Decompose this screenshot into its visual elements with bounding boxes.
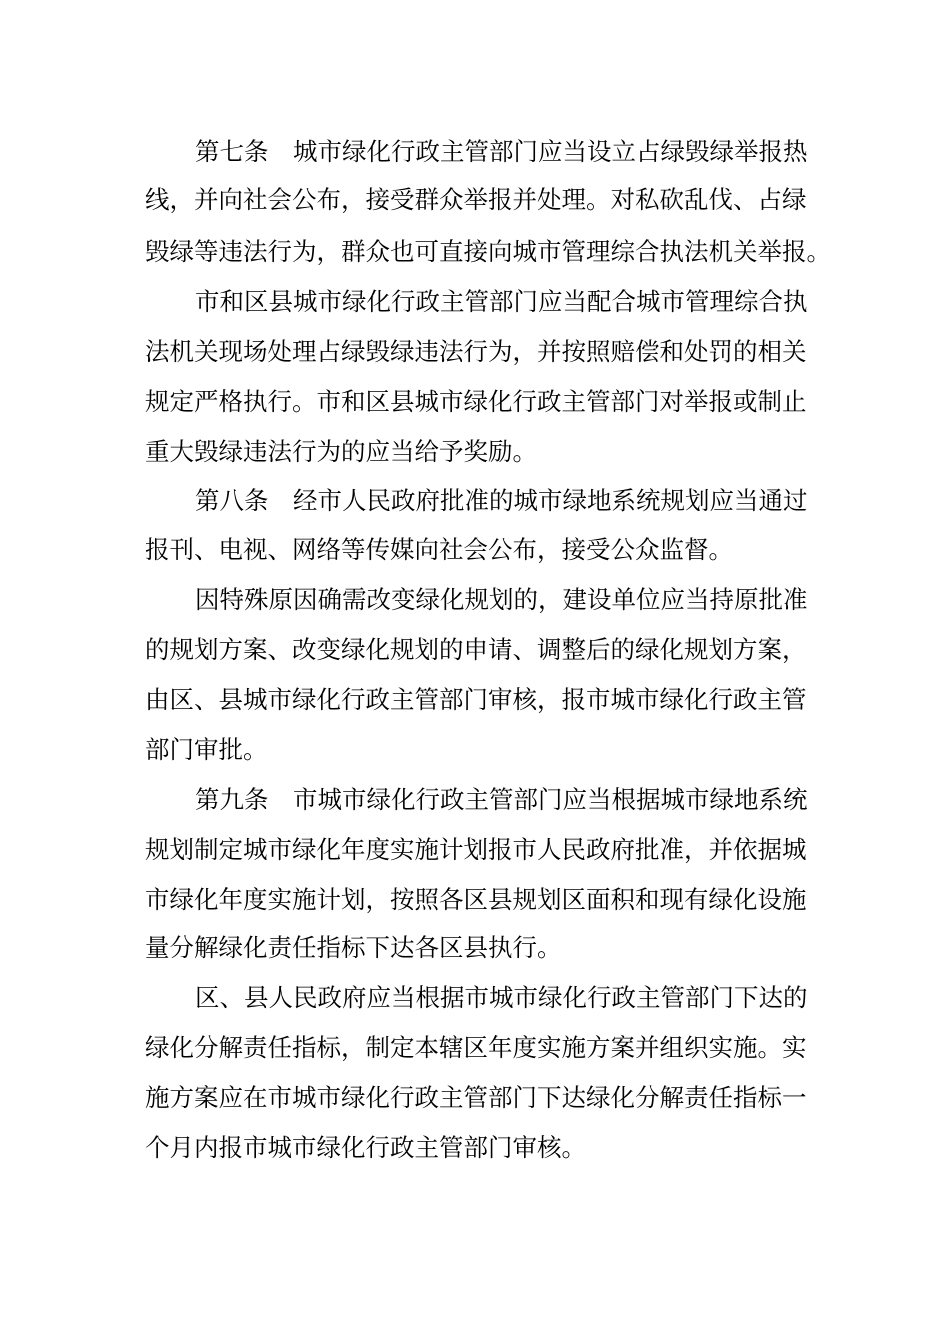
text-line: 第七条 城市绿化行政主管部门应当设立占绿毁绿举报热 bbox=[195, 137, 808, 166]
text-line: 绿化分解责任指标，制定本辖区年度实施方案并组织实施。实 bbox=[145, 1033, 807, 1062]
text-line: 第八条 经市人民政府批准的城市绿地系统规划应当通过 bbox=[195, 486, 808, 515]
text-line: 报刊、电视、网络等传媒向社会公布，接受公众监督。 bbox=[145, 535, 733, 564]
text-line: 量分解绿化责任指标下达各区县执行。 bbox=[145, 933, 562, 962]
text-line: 施方案应在市城市绿化行政主管部门下达绿化分解责任指标一 bbox=[145, 1083, 807, 1112]
text-line: 线，并向社会公布，接受群众举报并处理。对私砍乱伐、占绿 bbox=[145, 185, 807, 214]
text-line: 市和区县城市绿化行政主管部门应当配合城市管理综合执 bbox=[195, 287, 808, 316]
text-line: 规划制定城市绿化年度实施计划报市人民政府批准，并依据城 bbox=[145, 835, 807, 864]
text-line: 市绿化年度实施计划，按照各区县规划区面积和现有绿化设施 bbox=[145, 885, 807, 914]
text-line: 个月内报市城市绿化行政主管部门审核。 bbox=[145, 1133, 586, 1162]
text-line: 法机关现场处理占绿毁绿违法行为，并按照赔偿和处罚的相关 bbox=[145, 337, 807, 366]
text-line: 规定严格执行。市和区县城市绿化行政主管部门对举报或制止 bbox=[145, 387, 807, 416]
text-line: 由区、县城市绿化行政主管部门审核，报市城市绿化行政主管 bbox=[145, 685, 807, 714]
text-line: 毁绿等违法行为，群众也可直接向城市管理综合执法机关举报。 bbox=[145, 237, 831, 266]
text-line: 区、县人民政府应当根据市城市绿化行政主管部门下达的 bbox=[195, 983, 808, 1012]
text-line: 的规划方案、改变绿化规划的申请、调整后的绿化规划方案， bbox=[145, 635, 807, 664]
text-line: 部门审批。 bbox=[145, 735, 268, 764]
text-line: 因特殊原因确需改变绿化规划的，建设单位应当持原批准 bbox=[195, 585, 808, 614]
text-line: 第九条 市城市绿化行政主管部门应当根据城市绿地系统 bbox=[195, 785, 808, 814]
text-line: 重大毁绿违法行为的应当给予奖励。 bbox=[145, 437, 537, 466]
